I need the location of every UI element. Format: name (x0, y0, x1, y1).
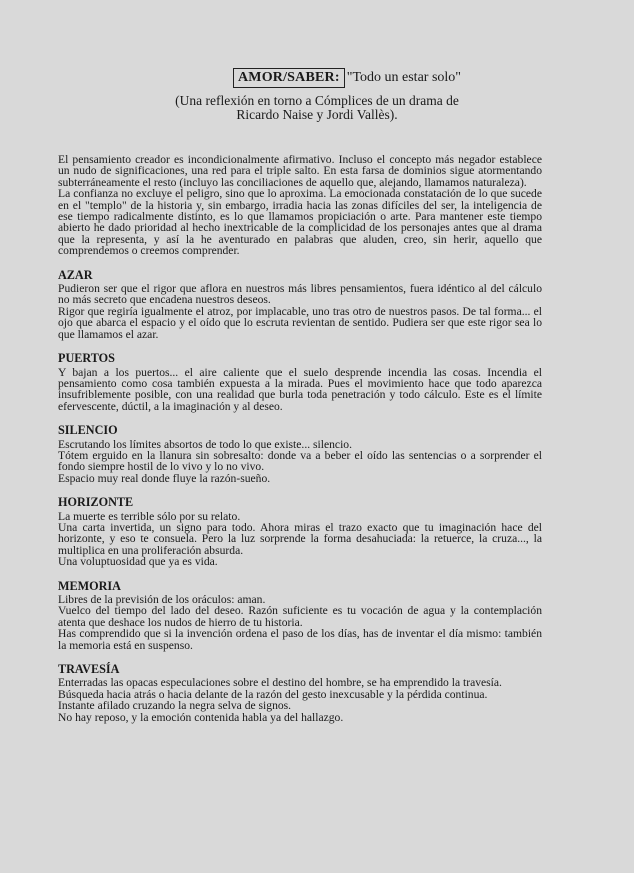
intro-paragraph: El pensamiento creador es incondicionalmente afirmativo. Incluso el concepto más negador establece un nudo de significaciones, una red para el triple salto. En esta farsa de dominios sigue atormentando subterráneamente el resto (incluyo las conciliaciones de aquello que, alejando, llamamos naturaleza). (58, 153, 542, 189)
intro-paragraph: La confianza no excluye el peligro, sino que lo aproxima. La emocionada constatación de lo que sucede en el "templo" de la historia y, sin embargo, irradia hacia las zonas difíciles del ser, la inteligencia de ese tiempo radicalmente distinto, es lo que llamamos propiciación o arte. Para mantener este tiempo abierto he dado prioridad al hecho inextricable de la complicidad de los personajes antes que al drama que la representa, y así la he aventurado en palabras que aluden, creo, sin herir, aquello que comprendemos o creemos comprender. (58, 187, 542, 258)
section-silencio (58, 425, 542, 484)
section-puertos (58, 353, 542, 412)
section-paragraph: No hay reposo, y la emoción contenida habla ya del hallazgo. (58, 710, 344, 724)
section-paragraph: Enterradas las opacas especulaciones sobre el destino del hombre, se ha emprendido la travesía. (58, 676, 502, 690)
subtitle-line-1: (Una reflexión en torno a Cómplices de un drama de (175, 93, 459, 108)
section-paragraph: Y bajan a los puertos... el aire caliente que el suelo desprende incendia las cosas. Incendia el pensamiento como cosa también expuesta a la mirada. Pues el movimiento hace que todo aparezca insufriblemente posible, con una realidad que burla toda penetración y todo cálculo. Este es el límite efervescente, dúctil, a la imaginación y al deseo. (58, 365, 542, 413)
section-paragraph: La muerte es terrible sólo por su relato. (58, 509, 241, 523)
section-heading: MEMORIA (58, 578, 121, 593)
section-heading: TRAVESÍA (58, 662, 120, 677)
section-azar (58, 267, 542, 341)
body-content (58, 154, 542, 723)
section-paragraph: Una voluptuosidad que ya es vida. (58, 555, 218, 569)
title-line (233, 68, 461, 88)
section-paragraph: Libres de la previsión de los oráculos: aman. (58, 593, 266, 606)
section-paragraph: Una carta invertida, un signo para todo. Ahora miras el trazo exacto que tu imaginación hace del horizonte, y eso te consuela. Pero la luz sorprende la forma desahuciada: la retuerce, la cruza..., la multiplica en una proliferación absurda. (58, 520, 542, 557)
section-paragraph: Tótem erguido en la llanura sin sobresalto: donde va a beber el oído las sentencias o a sorprender el fondo siempre hostil de lo vivo y lo no vivo. (58, 448, 542, 474)
section-heading: PUERTOS (58, 351, 115, 366)
section-paragraph: Rigor que regiría igualmente el atroz, por implacable, uno tras otro de nuestros pasos. De tal forma... el ojo que abarca el espacio y el oído que lo escruta revientan de sentido. Pudiera ser que este rigor sea lo que llamamos el azar. (58, 304, 542, 341)
subtitle (0, 94, 634, 122)
intro (58, 154, 542, 257)
section-heading: HORIZONTE (58, 495, 134, 510)
section-paragraph: Espacio muy real donde fluye la razón-sueño. (58, 471, 271, 485)
section-paragraph: Has comprendido que si la invención ordena el paso de los días, has de inventar el día mismo: también la memoria está en suspenso. (58, 627, 542, 652)
section-paragraph: Búsqueda hacia atrás o hacia delante de la razón del gesto inexcusable y la pérdida continua. (58, 687, 488, 701)
section-memoria (58, 578, 542, 652)
section-heading: AZAR (58, 267, 93, 282)
section-paragraph: Instante afilado cruzando la negra selva de signos. (58, 699, 292, 713)
subtitle-line-2: Ricardo Naise y Jordi Vallès). (236, 107, 398, 122)
section-paragraph: Vuelco del tiempo del lado del deseo. Razón suficiente es tu vocación de agua y la contemplación atenta que deshace los nudos de hierro de tu historia. (58, 604, 542, 629)
section-heading: SILENCIO (58, 423, 118, 438)
boxed-title: AMOR/SABER: (233, 68, 345, 88)
section-paragraph: Pudieron ser que el rigor que aflora en nuestros más libres pensamientos, fuera idéntico al del cálculo no más secreto que encadena nuestros deseos. (58, 282, 542, 307)
section-paragraph: Escrutando los límites absortos de todo lo que existe... silencio. (58, 437, 352, 451)
section-travesia (58, 664, 542, 723)
section-horizonte (58, 497, 542, 567)
title-block (0, 68, 634, 122)
title-quote: "Todo un estar solo" (346, 70, 462, 85)
